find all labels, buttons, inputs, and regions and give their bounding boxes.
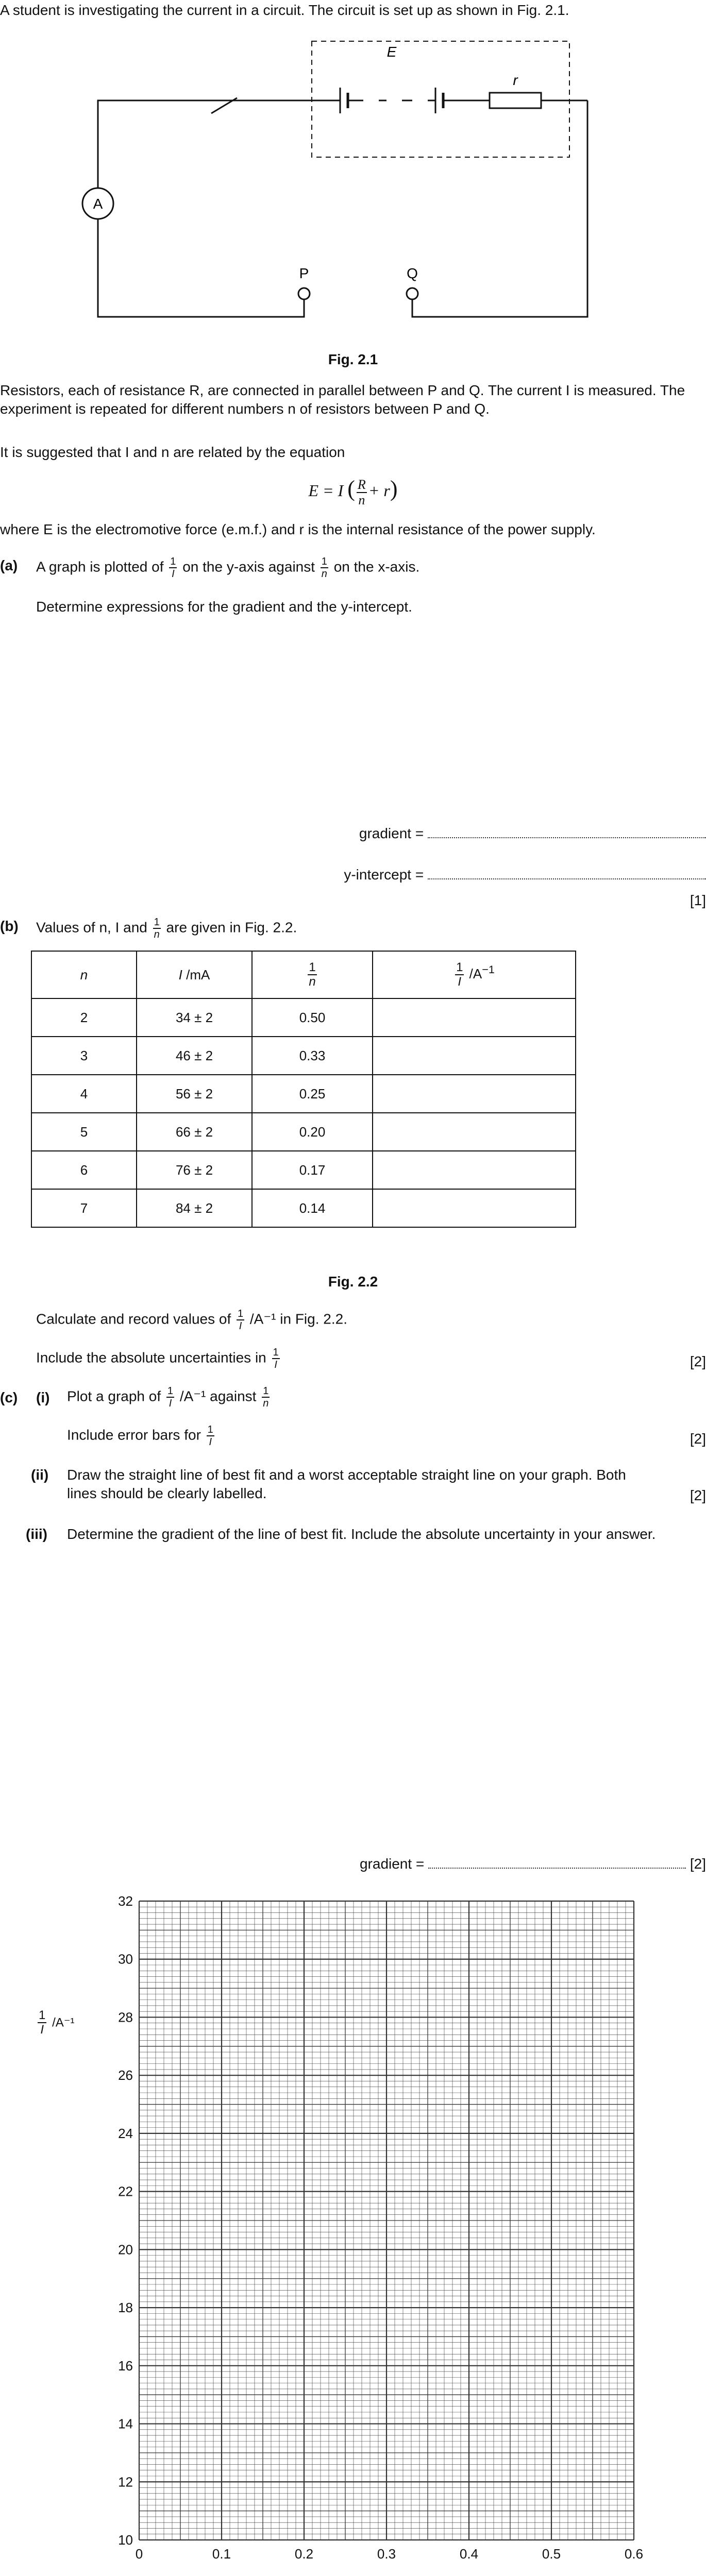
part-b-text: Values of n, I and $\frac{1}{n}$ are given in Fig. 2.2. <box>36 917 297 940</box>
intercept-answer-label: y-intercept = <box>344 867 424 883</box>
table-row <box>31 1151 576 1189</box>
cell-n: 3 <box>31 1037 137 1075</box>
table-row <box>31 998 576 1037</box>
part-a-text2: on the y-axis against <box>182 558 315 575</box>
part-b-text-end: are given in Fig. 2.2. <box>166 919 297 936</box>
x-tick-label: 0.3 <box>377 2546 396 2562</box>
y-tick-label: 18 <box>118 2300 133 2316</box>
part-c-iii-mark: [2] <box>690 1856 706 1872</box>
cell-n: 5 <box>31 1113 137 1151</box>
x-tick-label: 0.6 <box>624 2546 644 2562</box>
part-c-i-text-start: Plot a graph of <box>67 1388 161 1404</box>
terminal-p-label: P <box>299 265 309 281</box>
resistors-paragraph: Resistors, each of resistance R, are connected in parallel between P and Q. The current I is measured. The experiment is repeated for different numbers n of resistors between P and Q. <box>0 382 685 417</box>
cell-inv-i-input[interactable] <box>373 1151 576 1189</box>
cell-n: 2 <box>31 998 137 1037</box>
y-tick-label: 24 <box>118 2125 133 2141</box>
ammeter-label: A <box>93 196 103 212</box>
x-tick-label: 0 <box>135 2546 143 2562</box>
part-c-label: (c) <box>0 1389 18 1405</box>
relation-paragraph: It is suggested that I and n are related by the equation <box>0 444 345 460</box>
part-a-text1: A graph is plotted of <box>36 558 164 575</box>
x-tick-label: 0.5 <box>542 2546 561 2562</box>
equation-num: R <box>357 477 366 492</box>
part-c-iii-label: (iii) <box>26 1526 47 1542</box>
part-b-label: (b) <box>0 918 19 934</box>
part-c-i-mark: [2] <box>690 1431 706 1447</box>
part-c-i-label: (i) <box>36 1389 50 1405</box>
cell-inv-n: 0.50 <box>252 998 373 1037</box>
y-axis-unit: /A⁻¹ <box>52 2015 75 2030</box>
part-c-ii-label: (ii) <box>31 1467 49 1483</box>
part-c-i-text: Plot a graph of $\frac{1}{I}$ /A⁻¹ against $\frac{1}{n}$ <box>67 1385 269 1409</box>
part-a-label: (a) <box>0 557 18 573</box>
part-b-text-start: Values of n, I and <box>36 919 147 936</box>
header-i: I /mA <box>137 951 252 998</box>
part-b-instr1-start: Calculate and record values of <box>36 1311 231 1327</box>
intro-text: A student is investigating the current in a circuit. The circuit is set up as shown in Fig. 2.1. <box>0 2 569 18</box>
part-b-instr1-end: /A⁻¹ in Fig. 2.2. <box>249 1311 347 1327</box>
cell-inv-n: 0.33 <box>252 1037 373 1075</box>
emf-paragraph: where E is the electromotive force (e.m.f.) and r is the internal resistance of the power supply. <box>0 521 596 537</box>
cell-inv-i-input[interactable] <box>373 1189 576 1227</box>
part-a-instruction: Determine expressions for the gradient and the y-intercept. <box>36 599 412 615</box>
cell-i: 84 ± 2 <box>137 1189 252 1227</box>
part-c-iii-answer-line[interactable] <box>428 1856 686 1869</box>
y-axis-title <box>36 2009 74 2036</box>
x-tick-label: 0.4 <box>459 2546 479 2562</box>
emf-label: E <box>386 44 397 60</box>
part-b-instruction-2: Include the absolute uncertainties in $\frac{1}{I}$ <box>36 1347 279 1370</box>
part-b-instr2: Include the absolute uncertainties in <box>36 1349 266 1366</box>
table-header-row <box>31 951 576 998</box>
graph-paper[interactable] <box>0 1886 706 2576</box>
cell-i: 66 ± 2 <box>137 1113 252 1151</box>
part-a-gradient-answer <box>359 824 706 843</box>
header-n: n <box>31 951 137 998</box>
gradient-answer-line[interactable] <box>428 826 706 838</box>
part-c-ii-mark: [2] <box>690 1487 706 1503</box>
header-inv-n: $\frac{1}{n}$ <box>252 951 373 998</box>
cell-inv-i-input[interactable] <box>373 1075 576 1113</box>
equation: E = I ( $\frac{R}{n}$ + r) <box>308 476 398 507</box>
internal-resistance-label: r <box>513 72 518 88</box>
table-row <box>31 1075 576 1113</box>
cell-inv-i-input[interactable] <box>373 1113 576 1151</box>
equation-den: n <box>358 492 365 507</box>
header-inv-i: $\frac{1}{I}$ $/A^{-1}$ <box>373 951 576 998</box>
intercept-answer-line[interactable] <box>428 867 706 879</box>
part-c-i-text2-start: Include error bars for <box>67 1427 201 1443</box>
part-c-iii-text: Determine the gradient of the line of best fit. Include the absolute uncertainty in your answer. <box>67 1526 656 1542</box>
cell-n: 6 <box>31 1151 137 1189</box>
y-tick-label: 26 <box>118 2067 133 2083</box>
y-tick-label: 30 <box>118 1951 133 1967</box>
x-tick-label: 0.1 <box>212 2546 231 2562</box>
y-axis-den: I <box>40 2023 44 2037</box>
cell-inv-n: 0.25 <box>252 1075 373 1113</box>
cell-i: 34 ± 2 <box>137 998 252 1037</box>
part-b-mark: [2] <box>690 1353 706 1369</box>
part-a-text: A graph is plotted of $\frac{1}{I}$ on the y-axis against $\frac{1}{n}$ on the x-axis. <box>36 556 420 580</box>
y-tick-label: 22 <box>118 2183 133 2199</box>
y-tick-label: 10 <box>118 2532 133 2548</box>
grid-lines <box>139 1901 634 2540</box>
part-c-i-text2: Include error bars for $\frac{1}{I}$ <box>67 1424 213 1448</box>
data-table-wrapper <box>31 951 576 1228</box>
part-a-mark: [1] <box>690 892 706 908</box>
part-c-iii-answer-label: gradient = <box>359 1856 425 1872</box>
part-a-text3: on the x-axis. <box>333 558 420 575</box>
cell-n: 7 <box>31 1189 137 1227</box>
y-tick-label: 32 <box>118 1893 133 1909</box>
cell-inv-i-input[interactable] <box>373 1037 576 1075</box>
cell-i: 46 ± 2 <box>137 1037 252 1075</box>
circuit-diagram <box>0 31 706 325</box>
fig-2-2-caption: Fig. 2.2 <box>328 1274 378 1290</box>
cell-i: 76 ± 2 <box>137 1151 252 1189</box>
y-tick-label: 20 <box>118 2242 133 2258</box>
y-axis-num: 1 <box>39 2008 46 2022</box>
equation-lhs: E = I <box>308 481 344 500</box>
part-c-ii-text: Draw the straight line of best fit and a worst acceptable straight line on your graph. Both lines should be clearly labelled. <box>67 1467 626 1502</box>
cell-inv-n: 0.20 <box>252 1113 373 1151</box>
y-tick-label: 16 <box>118 2358 133 2374</box>
part-a-intercept-answer <box>344 866 706 884</box>
y-tick-label: 14 <box>118 2416 133 2432</box>
part-c-iii-answer <box>360 1855 706 1873</box>
cell-inv-n: 0.17 <box>252 1151 373 1189</box>
gradient-answer-label: gradient = <box>359 825 424 841</box>
data-table <box>31 951 576 1228</box>
cell-inv-n: 0.14 <box>252 1189 373 1227</box>
y-tick-label: 28 <box>118 2009 133 2025</box>
table-row <box>31 1113 576 1151</box>
cell-n: 4 <box>31 1075 137 1113</box>
cell-i: 56 ± 2 <box>137 1075 252 1113</box>
y-tick-label: 12 <box>118 2474 133 2490</box>
table-row <box>31 1037 576 1075</box>
terminal-q-label: Q <box>407 265 418 281</box>
part-b-instruction-1: Calculate and record values of $\frac{1}{I}$ /A⁻¹ in Fig. 2.2. <box>36 1308 347 1332</box>
fig-2-1-caption: Fig. 2.1 <box>328 351 378 367</box>
cell-inv-i-input[interactable] <box>373 998 576 1037</box>
equation-rhs: + r <box>368 481 390 500</box>
part-c-i-text-mid: /A⁻¹ against <box>179 1388 257 1404</box>
x-tick-label: 0.2 <box>294 2546 314 2562</box>
table-row <box>31 1189 576 1227</box>
